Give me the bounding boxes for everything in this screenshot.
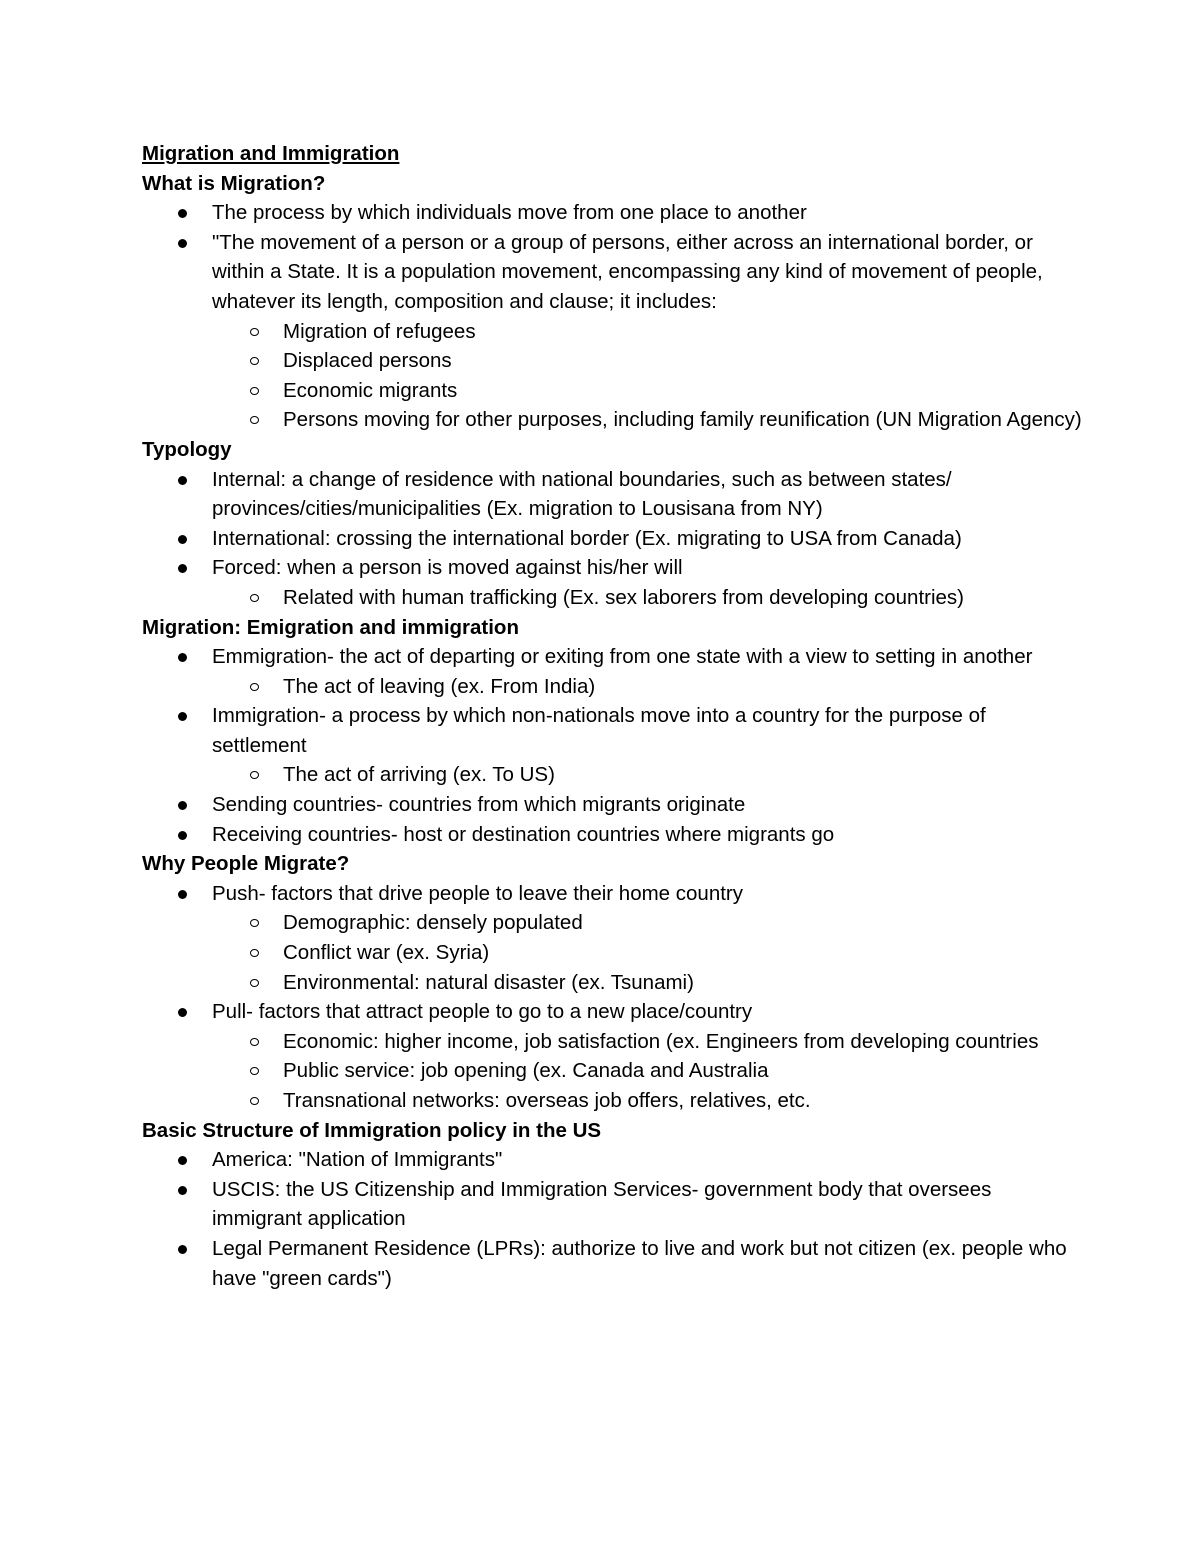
list-item-text: "The movement of a person or a group of persons, either across an international border, or within a State. It is a population movement, encompassing any kind of movement of people, whatever its length, composition and clause; it includes:: [212, 230, 1043, 313]
document-page: [142, 139, 1082, 1293]
sub-list-item-text: Public service: job opening (ex. Canada and Australia: [283, 1059, 769, 1083]
document-title: Migration and Immigration: [142, 142, 400, 165]
list-item: [142, 1175, 1082, 1234]
sub-list-item: [142, 376, 1082, 406]
sub-list-item-text: Displaced persons: [283, 349, 452, 373]
list-item-text: USCIS: the US Citizenship and Immigration Services- government body that oversees immigrant application: [212, 1177, 992, 1231]
filled-bullet-icon: [178, 831, 187, 840]
sub-bullet-list: [212, 672, 1082, 702]
sub-list-item: [142, 908, 1082, 938]
sub-list-item-text: The act of leaving (ex. From India): [283, 674, 596, 698]
list-item-text: Receiving countries- host or destination countries where migrants go: [212, 822, 835, 846]
sub-list-item-text: Migration of refugees: [283, 319, 476, 343]
sub-list-item: [142, 1086, 1082, 1116]
sub-list-item-text: Economic: higher income, job satisfaction (ex. Engineers from developing countries: [283, 1029, 1039, 1053]
hollow-bullet-icon: [250, 416, 259, 424]
list-item: [142, 553, 1082, 612]
sub-bullet-list: [212, 317, 1082, 435]
list-item-text: Pull- factors that attract people to go to a new place/country: [212, 1000, 753, 1024]
sub-list-item: [142, 1027, 1082, 1057]
hollow-bullet-icon: [250, 683, 259, 691]
sub-bullet-list: [212, 1027, 1082, 1116]
sub-list-item: [142, 583, 1082, 613]
bullet-list: [142, 1145, 1082, 1293]
hollow-bullet-icon: [250, 1038, 259, 1046]
sub-list-item-text: Demographic: densely populated: [283, 911, 583, 935]
list-item: [142, 879, 1082, 997]
sub-list-item: [142, 405, 1082, 435]
list-item-text: Push- factors that drive people to leave their home country: [212, 881, 744, 905]
section: [142, 613, 1082, 850]
list-item-text: America: "Nation of Immigrants": [212, 1148, 503, 1172]
filled-bullet-icon: [178, 712, 187, 721]
sub-list-item-text: Related with human trafficking (Ex. sex laborers from developing countries): [283, 585, 964, 609]
list-item: [142, 642, 1082, 701]
sub-list-item-text: Persons moving for other purposes, including family reunification (UN Migration Agency): [283, 408, 1082, 432]
sub-list-item: [142, 760, 1082, 790]
sub-list-item: [142, 938, 1082, 968]
filled-bullet-icon: [178, 1156, 187, 1165]
list-item: [142, 1234, 1082, 1293]
sub-list-item-text: Transnational networks: overseas job offers, relatives, etc.: [283, 1089, 811, 1112]
list-item: [142, 198, 1082, 228]
sub-list-item: [142, 317, 1082, 347]
section-heading: What is Migration?: [142, 171, 326, 195]
sub-list-item-text: Conflict war (ex. Syria): [283, 941, 490, 965]
hollow-bullet-icon: [250, 979, 259, 987]
sub-bullet-list: [212, 908, 1082, 997]
section-heading: Basic Structure of Immigration policy in the US: [142, 1118, 602, 1142]
hollow-bullet-icon: [250, 1067, 259, 1075]
hollow-bullet-icon: [250, 949, 259, 957]
list-item-text: Legal Permanent Residence (LPRs): authorize to live and work but not citizen (ex. people who have "green cards"): [212, 1236, 1067, 1290]
hollow-bullet-icon: [250, 771, 259, 779]
hollow-bullet-icon: [250, 919, 259, 927]
list-item: [142, 1145, 1082, 1175]
section-heading: Migration: Emigration and immigration: [142, 615, 519, 639]
filled-bullet-icon: [178, 890, 187, 899]
list-item: [142, 997, 1082, 1115]
list-item: [142, 524, 1082, 554]
sub-list-item-text: Economic migrants: [283, 378, 458, 402]
hollow-bullet-icon: [250, 594, 259, 602]
list-item-text: Immigration- a process by which non-nationals move into a country for the purpose of settlement: [212, 704, 986, 757]
filled-bullet-icon: [178, 1245, 187, 1254]
filled-bullet-icon: [178, 653, 187, 662]
section-heading: Why People Migrate?: [142, 852, 350, 876]
section: [142, 849, 1082, 1115]
list-item: [142, 790, 1082, 820]
sub-bullet-list: [212, 583, 1082, 613]
list-item-text: Emmigration- the act of departing or exiting from one state with a view to setting in another: [212, 645, 1033, 669]
filled-bullet-icon: [178, 1186, 187, 1195]
sub-list-item: [142, 672, 1082, 702]
sub-bullet-list: [212, 760, 1082, 790]
hollow-bullet-icon: [250, 328, 259, 336]
list-item-text: International: crossing the international border (Ex. migrating to USA from Canada): [212, 526, 962, 550]
sub-list-item-text: Environmental: natural disaster (ex. Tsunami): [283, 970, 694, 994]
filled-bullet-icon: [178, 535, 187, 544]
hollow-bullet-icon: [250, 357, 259, 365]
section-heading: Typology: [142, 437, 232, 461]
list-item: [142, 820, 1082, 850]
document-body: [142, 169, 1082, 1294]
hollow-bullet-icon: [250, 1097, 259, 1105]
filled-bullet-icon: [178, 1008, 187, 1017]
bullet-list: [142, 879, 1082, 1116]
filled-bullet-icon: [178, 801, 187, 810]
sub-list-item: [142, 346, 1082, 376]
list-item-text: Sending countries- countries from which migrants originate: [212, 793, 746, 817]
list-item: [142, 465, 1082, 524]
filled-bullet-icon: [178, 209, 187, 218]
sub-list-item: [142, 1056, 1082, 1086]
sub-list-item: [142, 968, 1082, 998]
list-item-text: Internal: a change of residence with national boundaries, such as between states/ provinces/cities/municipalities (Ex. migration to Lousisana from NY): [212, 467, 952, 521]
section: [142, 169, 1082, 435]
list-item: [142, 701, 1082, 790]
sub-list-item-text: The act of arriving (ex. To US): [283, 763, 555, 787]
hollow-bullet-icon: [250, 387, 259, 395]
section: [142, 435, 1082, 613]
filled-bullet-icon: [178, 564, 187, 573]
bullet-list: [142, 465, 1082, 613]
bullet-list: [142, 642, 1082, 849]
list-item-text: The process by which individuals move from one place to another: [212, 201, 807, 225]
section: [142, 1116, 1082, 1294]
filled-bullet-icon: [178, 239, 187, 248]
filled-bullet-icon: [178, 476, 187, 485]
list-item: [142, 228, 1082, 435]
list-item-text: Forced: when a person is moved against his/her will: [212, 556, 683, 580]
bullet-list: [142, 198, 1082, 435]
